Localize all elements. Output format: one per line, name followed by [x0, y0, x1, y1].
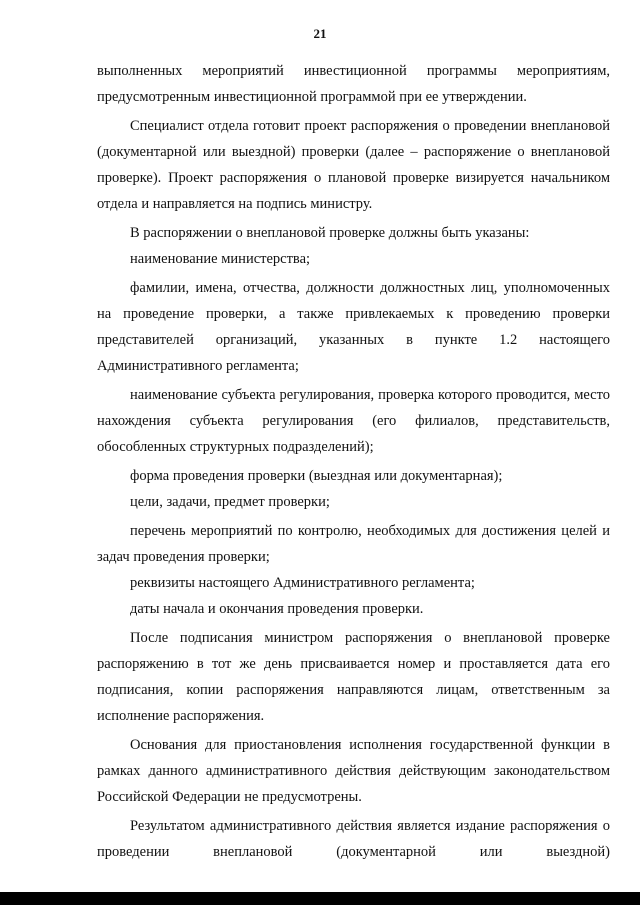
- paragraph-2: Специалист отдела готовит проект распоряжения о проведении внеплановой (документарной или выездной) проверки (далее – распоряжение о внеплановой проверке). Проект распоряжения о плановой проверке визируется начальником отдела и направляется на подпись министру.: [97, 118, 610, 212]
- paragraph-7: форма проведения проверки (выездная или документарная);: [130, 468, 503, 484]
- paragraph-6: наименование субъекта регулирования, проверка которого проводится, место нахождения субъекта регулирования (его филиалов, представительств, обособленных структурных подразделений);: [97, 387, 610, 455]
- scan-edge-bar: [0, 892, 640, 905]
- paragraph-9: перечень мероприятий по контролю, необходимых для достижения целей и задач проведения проверки;: [97, 523, 610, 565]
- paragraph-8: цели, задачи, предмет проверки;: [130, 494, 330, 510]
- paragraph-1: выполненных мероприятий инвестиционной программы мероприятиям, предусмотренным инвестиционной программой при ее утверждении.: [97, 63, 610, 105]
- paragraph-12: После подписания министром распоряжения о внеплановой проверке распоряжению в тот же день присваивается номер и проставляется дата его подписания, копии распоряжения направляются лицам, ответственным за исполнение распоряжения.: [97, 630, 610, 724]
- document-body: [97, 58, 610, 865]
- paragraph-3: В распоряжении о внеплановой проверке должны быть указаны:: [130, 225, 530, 241]
- paragraph-13: Основания для приостановления исполнения государственной функции в рамках данного административного действия действующим законодательством Российской Федерации не предусмотрены.: [97, 737, 610, 805]
- paragraph-5: фамилии, имена, отчества, должности должностных лиц, уполномоченных на проведение проверки, а также привлекаемых к проведению проверки представителей организаций, указанных в пункте 1.2 настоящего Административного регламента;: [97, 280, 610, 374]
- paragraph-10: реквизиты настоящего Административного регламента;: [130, 575, 475, 591]
- paragraph-11: даты начала и окончания проведения проверки.: [130, 601, 424, 617]
- paragraph-4: наименование министерства;: [130, 251, 311, 267]
- page-number: 21: [313, 26, 327, 41]
- paragraph-14: Результатом административного действия является издание распоряжения о проведении внеплановой (документарной или выездной): [97, 818, 610, 860]
